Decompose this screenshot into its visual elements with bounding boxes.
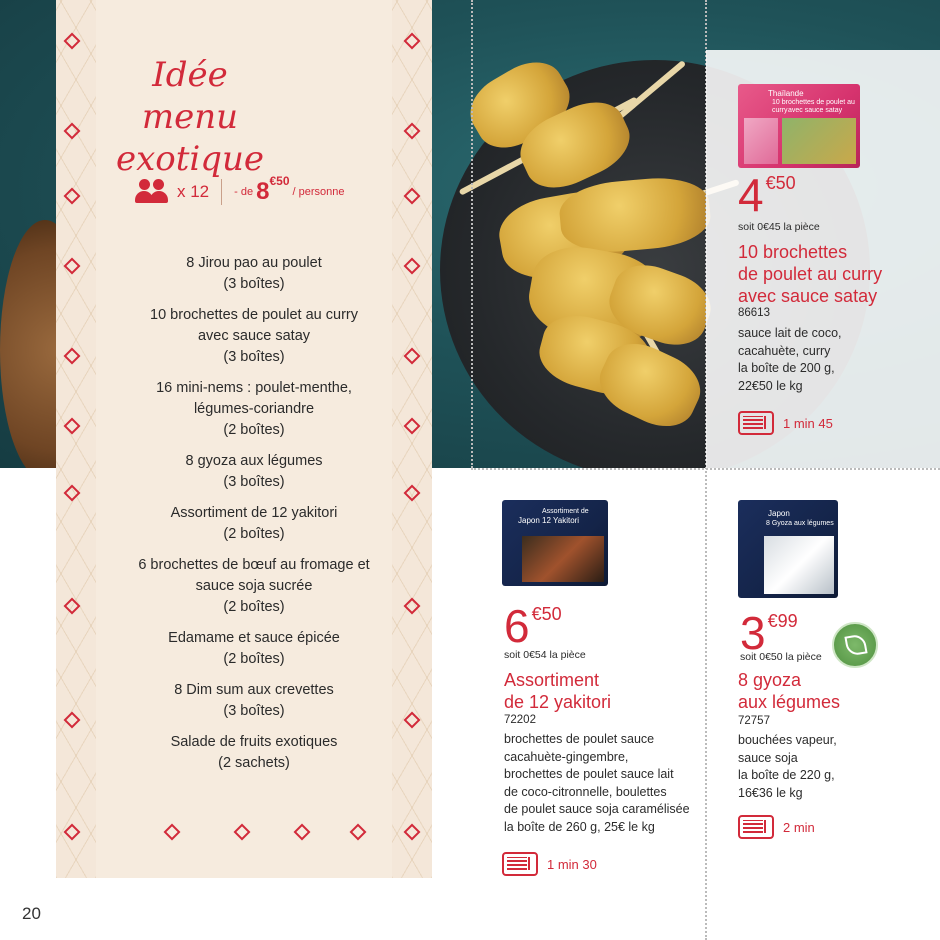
product-ref-brochettes: 86613 (738, 307, 770, 319)
product-box-yakitori: Assortiment de Japon 12 Yakitori (502, 500, 608, 586)
microwave-icon (502, 852, 538, 876)
vegetarian-badge-icon (832, 622, 878, 668)
unit-price-yakitori: soit 0€54 la pièce (504, 649, 586, 661)
product-box-gyoza: Japon 8 Gyoza aux légumes (738, 500, 838, 598)
divider (471, 0, 473, 468)
product-name-brochettes: 10 brochettes de poulet au curry avec sauce satay (738, 242, 883, 306)
page-number: 20 (22, 904, 41, 923)
menu-servings (135, 174, 345, 206)
divider (471, 468, 940, 470)
separator (221, 179, 222, 205)
product-name-gyoza: 8 gyoza aux légumes (738, 670, 841, 712)
product-ref-gyoza: 72757 (738, 715, 770, 727)
product-name-yakitori: Assortiment de 12 yakitori (504, 670, 612, 712)
people-icon (135, 179, 169, 205)
product-desc-brochettes: sauce lait de coco, cacahuète, curry la boîte de 200 g, 22€50 le kg (738, 326, 842, 393)
menu-title: Idée menu exotique (115, 55, 265, 179)
servings-count: x 12 (177, 182, 210, 201)
price-euros: 8 (256, 178, 270, 205)
microwave-icon (738, 815, 774, 839)
unit-price-brochettes: soit 0€45 la pièce (738, 221, 820, 233)
menu-item: 8 gyoza aux légumes (3 boîtes) (185, 453, 323, 490)
price-brochettes: 4 €50 (738, 169, 796, 221)
menu-item: 6 brochettes de bœuf au fromage et sauce soja sucrée (2 boîtes) (138, 557, 370, 615)
menu-item: 8 Dim sum aux crevettes (3 boîtes) (174, 682, 334, 719)
menu-item: Salade de fruits exotiques (2 sachets) (170, 734, 338, 771)
price-gyoza: 3 €99 (740, 607, 798, 659)
menu-item: Edamame et sauce épicée (2 boîtes) (168, 630, 340, 667)
microwave-icon (738, 411, 774, 435)
menu-item: 16 mini-nems : poulet-menthe, légumes-coriandre (2 boîtes) (156, 380, 352, 438)
microwave-gyoza: 2 min (738, 815, 815, 839)
price-yakitori: 6 €50 (504, 600, 562, 652)
menu-item: Assortiment de 12 yakitori (2 boîtes) (170, 505, 338, 542)
price-suffix: / personne (292, 186, 345, 198)
product-desc-gyoza: bouchées vapeur, sauce soja la boîte de 220 g, 16€36 le kg (738, 733, 837, 800)
menu-item: 10 brochettes de poulet au curry avec sauce satay (3 boîtes) (150, 307, 358, 365)
microwave-yakitori: 1 min 30 (502, 852, 597, 876)
menu-item: 8 Jirou pao au poulet (3 boîtes) (186, 255, 322, 292)
microwave-brochettes: 1 min 45 (738, 411, 833, 435)
menu-list (96, 253, 412, 784)
unit-price-gyoza: soit 0€50 la pièce (740, 651, 822, 663)
price-cents: €50 (269, 174, 290, 188)
product-ref-yakitori: 72202 (504, 714, 536, 726)
product-desc-yakitori: brochettes de poulet sauce cacahuète-gingembre, brochettes de poulet sauce lait de coco-citronnelle, boulettes de poulet sauce soja caramélisée la boîte de 260 g, 25€ le kg (504, 732, 690, 834)
price-prefix: - de (234, 186, 254, 198)
product-box-brochettes: Thaïlande 10 brochettes de poulet au curry avec sauce satay (738, 84, 860, 168)
